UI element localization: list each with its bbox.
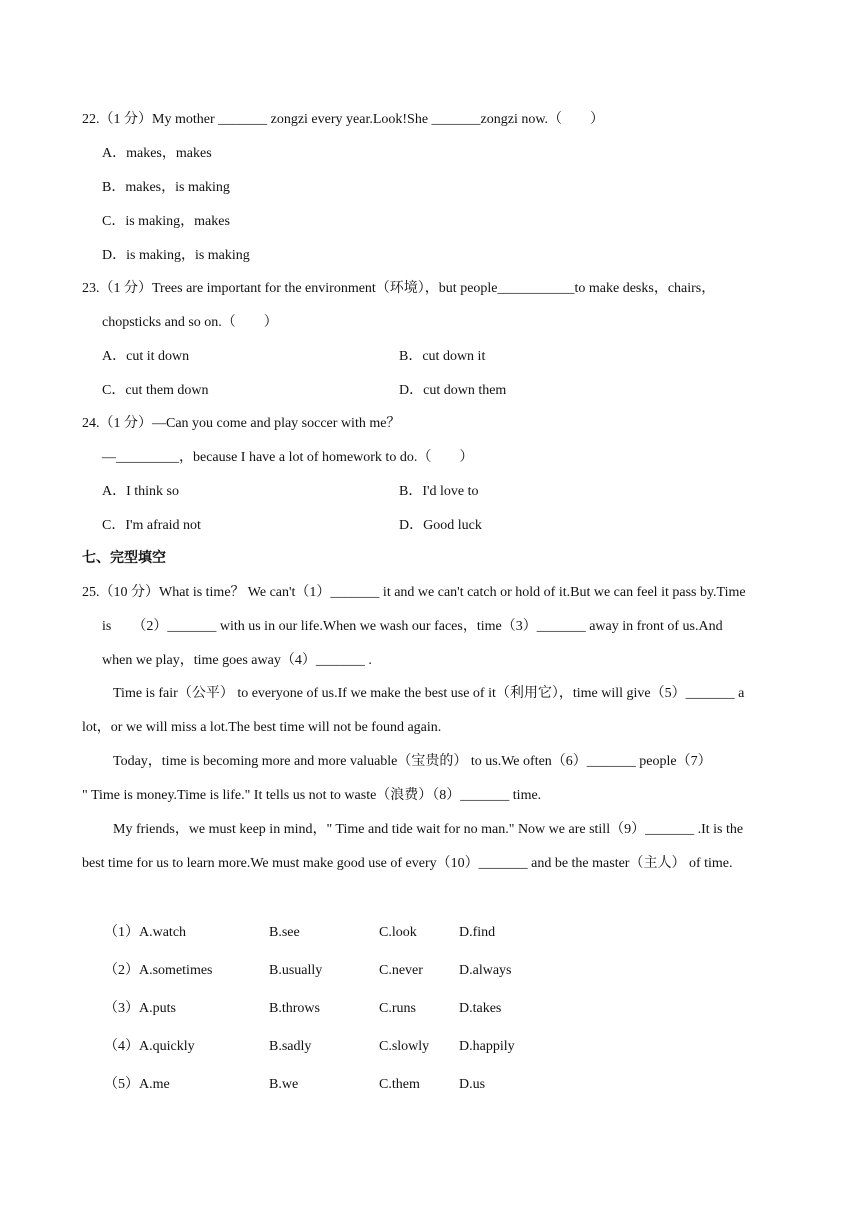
section-heading: 七、完型填空 xyxy=(82,551,166,566)
choice-d: D.always xyxy=(459,963,512,978)
q23-option-c: C．cut them down xyxy=(102,383,209,398)
choice-d: D.us xyxy=(459,1077,486,1092)
choice-c: C.slowly xyxy=(379,1039,430,1054)
q24-option-b: B．I'd love to xyxy=(399,484,479,499)
q24-option-d: D．Good luck xyxy=(399,518,482,533)
choice-c: C.look xyxy=(379,925,417,940)
choice-a: （3）A.puts xyxy=(104,1001,176,1016)
q25-line2: is （2）_______ with us in our life.When we wash our faces，time（3）_______ away in front of us.And xyxy=(102,619,723,634)
q23-stem-line1: 23.（1 分）Trees are important for the environment（环境），but people___________to make desks，chairs， xyxy=(82,281,716,296)
q25-line3: when we play，time goes away（4）_______ . xyxy=(102,653,372,668)
choice-a: （4）A.quickly xyxy=(104,1039,195,1054)
choice-row xyxy=(104,924,564,942)
choice-b: B.see xyxy=(269,925,300,940)
q25-paragraph3-line1: Today，time is becoming more and more valuable（宝贵的） to us.We often（6）_______ people（7） xyxy=(113,754,712,769)
q25-paragraph2-line1: Time is fair（公平） to everyone of us.If we make the best use of it（利用它），time will give（5）_______ a xyxy=(113,686,745,701)
choice-a: （2）A.sometimes xyxy=(104,963,213,978)
q24-stem-line2: —_________，because I have a lot of homework to do.（ ） xyxy=(102,450,474,465)
q25-paragraph3-line2: " Time is money.Time is life." It tells us not to waste（浪费）（8）_______ time. xyxy=(82,788,542,803)
q22-option-a: A．makes，makes xyxy=(102,146,212,161)
choice-row xyxy=(104,962,564,980)
q23-option-a: A．cut it down xyxy=(102,349,190,364)
choice-d: D.happily xyxy=(459,1039,515,1054)
q24-stem-line1: 24.（1 分）—Can you come and play soccer with me？ xyxy=(82,416,401,431)
choice-c: C.runs xyxy=(379,1001,416,1016)
q23-stem-line2: chopsticks and so on.（ ） xyxy=(102,315,278,330)
q24-option-a: A．I think so xyxy=(102,484,179,499)
q25-line1: 25.（10 分）What is time？ We can't（1）_______ it and we can't catch or hold of it.But we can feel it pass by.Time xyxy=(82,585,746,600)
choice-a: （5）A.me xyxy=(104,1077,170,1092)
choice-c: C.never xyxy=(379,963,423,978)
choice-b: B.we xyxy=(269,1077,299,1092)
choice-b: B.throws xyxy=(269,1001,320,1016)
q25-paragraph4-line2: best time for us to learn more.We must make good use of every（10）_______ and be the master（主人） of time. xyxy=(82,856,733,871)
q25-paragraph2-line2: lot，or we will miss a lot.The best time will not be found again. xyxy=(82,720,442,735)
q22-option-c: C．is making，makes xyxy=(102,214,230,229)
choice-row xyxy=(104,1000,564,1018)
choice-b: B.sadly xyxy=(269,1039,312,1054)
q23-option-b: B．cut down it xyxy=(399,349,486,364)
q22-stem: 22.（1 分）My mother _______ zongzi every year.Look!She _______zongzi now.（ ） xyxy=(82,112,605,127)
choice-row xyxy=(104,1038,564,1056)
choice-a: （1）A.watch xyxy=(104,925,187,940)
q24-option-c: C．I'm afraid not xyxy=(102,518,201,533)
choice-d: D.takes xyxy=(459,1001,502,1016)
q22-option-b: B．makes，is making xyxy=(102,180,230,195)
q23-option-d: D．cut down them xyxy=(399,383,507,398)
choice-b: B.usually xyxy=(269,963,323,978)
choice-row xyxy=(104,1076,564,1094)
q22-option-d: D．is making，is making xyxy=(102,248,250,263)
choice-c: C.them xyxy=(379,1077,420,1092)
q25-paragraph4-line1: My friends，we must keep in mind，" Time and tide wait for no man." Now we are still（9）_______ .It is the xyxy=(113,822,744,837)
choice-d: D.find xyxy=(459,925,496,940)
